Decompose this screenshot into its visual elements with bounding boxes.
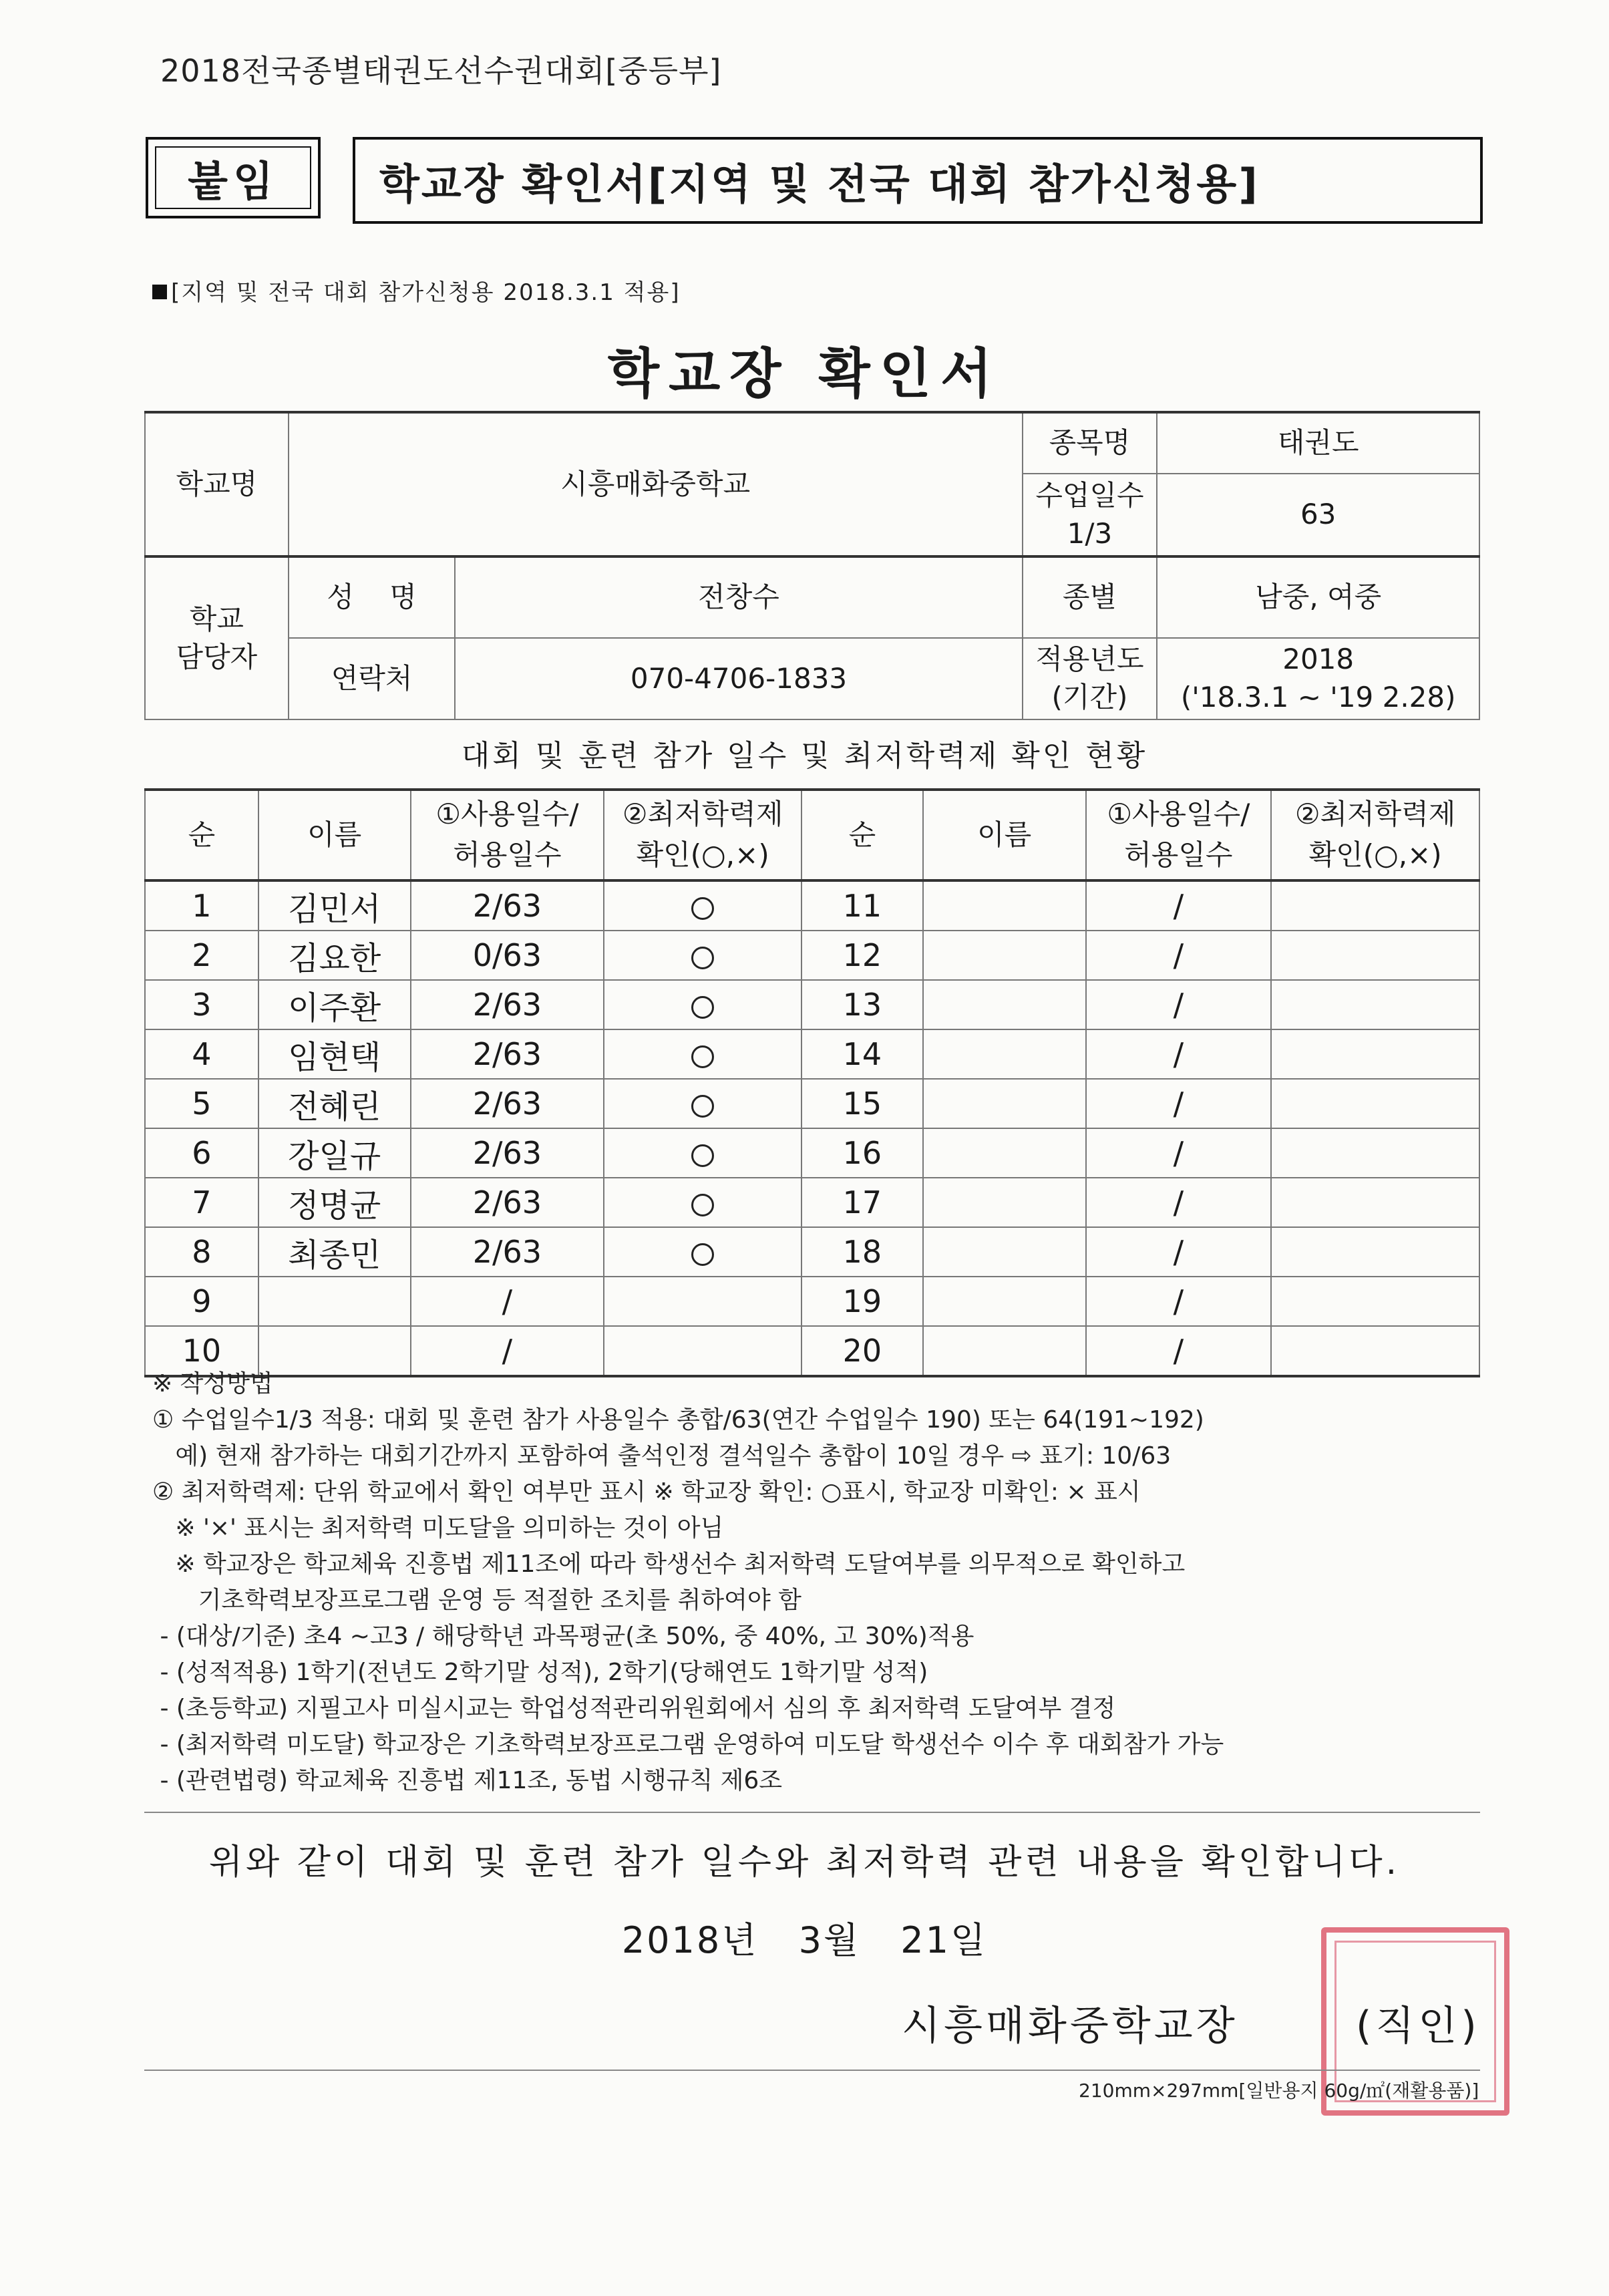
row-days-cell-2: / xyxy=(1086,880,1272,931)
row-check-cell-2 xyxy=(1271,1277,1479,1326)
principal-title: 시흥매화중학교장 xyxy=(902,2003,1238,2049)
row-no-cell: 10 xyxy=(145,1326,258,1376)
confirmed-circle-icon xyxy=(691,1243,714,1266)
row-name-cell-2 xyxy=(923,1178,1086,1227)
table-row xyxy=(145,880,1479,931)
table-row xyxy=(145,1128,1479,1178)
row-name-cell: 전혜린 xyxy=(258,1079,411,1128)
instruction-line: - (최저학력 미도달) 학교장은 기초학력보장프로그램 운영하여 미도달 학생선수 이수 후 대회참가 가능 xyxy=(152,1731,1224,1758)
row-check-cell xyxy=(604,1277,801,1326)
divider-top xyxy=(144,1812,1480,1813)
instruction-line: 기초학력보장프로그램 운영 등 적절한 조치를 취하여야 함 xyxy=(152,1587,801,1614)
row-name-cell xyxy=(258,1277,411,1326)
row-no-cell-2: 11 xyxy=(801,880,923,931)
row-no-cell: 4 xyxy=(145,1029,258,1079)
row-name-cell-2 xyxy=(923,880,1086,931)
table-row xyxy=(145,1029,1479,1079)
writing-instructions xyxy=(152,1366,1488,1799)
contact-value: 070-4706-1833 xyxy=(455,638,1022,719)
instruction-line: ② 최저학력제: 단위 학교에서 확인 여부만 표시 ※ 학교장 확인: ○표시, 학교장 미확인: × 표시 xyxy=(152,1478,1141,1506)
school-name-label: 학교명 xyxy=(145,412,289,556)
row-no-cell: 8 xyxy=(145,1227,258,1277)
row-days-cell: / xyxy=(411,1277,604,1326)
header-days-2: ①사용일수/ 허용일수 xyxy=(1086,790,1272,880)
row-check-cell-2 xyxy=(1271,980,1479,1029)
confirmed-circle-icon xyxy=(691,996,714,1019)
row-check-cell xyxy=(604,980,801,1029)
instruction-line: - (관련법령) 학교체육 진흥법 제11조, 동법 시행규칙 제6조 xyxy=(152,1767,783,1794)
staff-name-label: 성 명 xyxy=(289,556,456,638)
row-no-cell-2: 16 xyxy=(801,1128,923,1178)
header-check-2: ②최저학력제 확인(○,×) xyxy=(1271,790,1479,880)
row-days-cell-2: / xyxy=(1086,1029,1272,1079)
square-bullet-icon xyxy=(152,285,167,299)
row-days-cell-2: / xyxy=(1086,1277,1272,1326)
row-name-cell-2 xyxy=(923,931,1086,980)
row-name-cell: 정명균 xyxy=(258,1178,411,1227)
row-no-cell-2: 20 xyxy=(801,1326,923,1376)
row-no-cell-2: 13 xyxy=(801,980,923,1029)
row-check-cell-2 xyxy=(1271,1029,1479,1079)
row-days-cell-2: / xyxy=(1086,1227,1272,1277)
row-no-cell-2: 14 xyxy=(801,1029,923,1079)
row-no-cell: 9 xyxy=(145,1277,258,1326)
row-no-cell: 5 xyxy=(145,1079,258,1128)
header-days: ①사용일수/ 허용일수 xyxy=(411,790,604,880)
row-days-cell: 0/63 xyxy=(411,931,604,980)
row-check-cell-2 xyxy=(1271,1079,1479,1128)
row-name-cell-2 xyxy=(923,1128,1086,1178)
table-row xyxy=(145,931,1479,980)
row-no-cell: 1 xyxy=(145,880,258,931)
confirmed-circle-icon xyxy=(691,947,714,969)
row-days-cell: 2/63 xyxy=(411,980,604,1029)
row-no-cell-2: 19 xyxy=(801,1277,923,1326)
applicability-note-text: [지역 및 전국 대회 참가신청용 2018.3.1 적용] xyxy=(171,279,681,306)
confirmed-circle-icon xyxy=(691,1194,714,1216)
row-name-cell: 최종민 xyxy=(258,1227,411,1277)
sport-value: 태권도 xyxy=(1157,412,1479,474)
school-days-value: 63 xyxy=(1157,474,1479,556)
row-check-cell-2 xyxy=(1271,1227,1479,1277)
staff-label: 학교 담당자 xyxy=(145,556,289,719)
row-name-cell: 강일규 xyxy=(258,1128,411,1178)
document-title-box: 학교장 확인서[지역 및 전국 대회 참가신청용] xyxy=(353,137,1483,224)
row-check-cell-2 xyxy=(1271,931,1479,980)
row-days-cell: 2/63 xyxy=(411,1029,604,1079)
row-check-cell xyxy=(604,1227,801,1277)
row-days-cell: 2/63 xyxy=(411,880,604,931)
staff-name-value: 전창수 xyxy=(455,556,1022,638)
year-label: 적용년도 (기간) xyxy=(1023,638,1157,719)
row-no-cell: 7 xyxy=(145,1178,258,1227)
page-title: 학교장 확인서 xyxy=(607,343,1002,405)
issue-date: 2018년 3월 21일 xyxy=(621,1919,988,1961)
section-title: 대회 및 훈련 참가 일수 및 최저학력제 확인 현황 xyxy=(461,739,1148,773)
applicability-note xyxy=(152,274,681,307)
sport-label: 종목명 xyxy=(1023,412,1157,474)
row-days-cell-2: / xyxy=(1086,1326,1272,1376)
event-title: 2018전국종별태권도선수권대회[중등부] xyxy=(160,53,722,89)
row-days-cell: / xyxy=(411,1326,604,1376)
paper-spec: 210mm×297mm[일반용지 60g/㎡(재활용품)] xyxy=(1079,2080,1479,2102)
row-name-cell: 김요한 xyxy=(258,931,411,980)
school-name-value: 시흥매화중학교 xyxy=(289,412,1023,556)
header-name: 이름 xyxy=(258,790,411,880)
instruction-line: 예) 현재 참가하는 대회기간까지 포함하여 출석인정 결석일수 총합이 10일 경우 ⇨ 표기: 10/63 xyxy=(152,1442,1172,1470)
instruction-line: ※ 학교장은 학교체육 진흥법 제11조에 따라 학생선수 최저학력 도달여부를 의무적으로 확인하고 xyxy=(152,1550,1186,1578)
attachment-tag: 붙임 xyxy=(146,137,321,218)
header-no: 순 xyxy=(145,790,258,880)
row-name-cell-2 xyxy=(923,1029,1086,1079)
row-days-cell: 2/63 xyxy=(411,1178,604,1227)
row-check-cell-2 xyxy=(1271,880,1479,931)
row-name-cell-2 xyxy=(923,1227,1086,1277)
school-days-label: 수업일수 1/3 xyxy=(1023,474,1157,556)
header-check: ②최저학력제 확인(○,×) xyxy=(604,790,801,880)
instruction-line: ※ 작성방법 xyxy=(152,1370,273,1398)
instruction-line: ※ '×' 표시는 최저학력 미도달을 의미하는 것이 아님 xyxy=(152,1514,724,1542)
year-value: 2018 ('18.3.1 ~ '19 2.28) xyxy=(1157,638,1479,719)
row-name-cell-2 xyxy=(923,1277,1086,1326)
row-no-cell-2: 17 xyxy=(801,1178,923,1227)
instruction-line: - (성적적용) 1학기(전년도 2학기말 성적), 2학기(당해연도 1학기말 성적) xyxy=(152,1659,928,1686)
instruction-line: - (대상/기준) 초4 ~고3 / 해당학년 과목평균(초 50%, 중 40%, 고 30%)적용 xyxy=(152,1623,974,1650)
confirmation-statement: 위와 같이 대회 및 훈련 참가 일수와 최저학력 관련 내용을 확인합니다. xyxy=(208,1842,1401,1882)
table-row xyxy=(145,1178,1479,1227)
table-row xyxy=(145,1079,1479,1128)
row-check-cell xyxy=(604,1029,801,1079)
instruction-line: - (초등학교) 지필고사 미실시교는 학업성적관리위원회에서 심의 후 최저학력 도달여부 결정 xyxy=(152,1695,1116,1722)
instruction-line: ① 수업일수1/3 적용: 대회 및 훈련 참가 사용일수 총합/63(연간 수업일수 190) 또는 64(191~192) xyxy=(152,1406,1204,1434)
row-check-cell-2 xyxy=(1271,1128,1479,1178)
row-no-cell-2: 18 xyxy=(801,1227,923,1277)
row-name-cell: 김민서 xyxy=(258,880,411,931)
confirmed-circle-icon xyxy=(691,1144,714,1167)
row-no-cell: 2 xyxy=(145,931,258,980)
row-no-cell-2: 15 xyxy=(801,1079,923,1128)
seal-label: (직인) xyxy=(1356,2003,1481,2049)
divider-bottom xyxy=(144,2070,1480,2071)
row-no-cell: 6 xyxy=(145,1128,258,1178)
row-days-cell-2: / xyxy=(1086,1128,1272,1178)
row-days-cell-2: / xyxy=(1086,1178,1272,1227)
row-days-cell: 2/63 xyxy=(411,1227,604,1277)
confirmed-circle-icon xyxy=(691,1045,714,1068)
row-check-cell xyxy=(604,931,801,980)
row-check-cell-2 xyxy=(1271,1178,1479,1227)
division-value: 남중, 여중 xyxy=(1157,556,1479,638)
row-no-cell: 3 xyxy=(145,980,258,1029)
table-row xyxy=(145,980,1479,1029)
table-row xyxy=(145,1227,1479,1277)
row-no-cell-2: 12 xyxy=(801,931,923,980)
header-name-2: 이름 xyxy=(923,790,1086,880)
school-info-table xyxy=(144,411,1480,720)
contact-label: 연락처 xyxy=(289,638,456,719)
row-name-cell-2 xyxy=(923,980,1086,1029)
row-days-cell-2: / xyxy=(1086,1079,1272,1128)
row-name-cell-2 xyxy=(923,1079,1086,1128)
participation-table xyxy=(144,788,1480,1377)
row-check-cell xyxy=(604,880,801,931)
row-name-cell: 이주환 xyxy=(258,980,411,1029)
header-no-2: 순 xyxy=(801,790,923,880)
row-check-cell xyxy=(604,1128,801,1178)
division-label: 종별 xyxy=(1023,556,1157,638)
row-days-cell: 2/63 xyxy=(411,1079,604,1128)
row-days-cell-2: / xyxy=(1086,931,1272,980)
row-days-cell-2: / xyxy=(1086,980,1272,1029)
table-row xyxy=(145,1277,1479,1326)
confirmed-circle-icon xyxy=(691,1095,714,1118)
row-name-cell: 임현택 xyxy=(258,1029,411,1079)
row-check-cell xyxy=(604,1079,801,1128)
row-check-cell xyxy=(604,1178,801,1227)
row-days-cell: 2/63 xyxy=(411,1128,604,1178)
table-header-row xyxy=(145,790,1479,880)
confirmed-circle-icon xyxy=(691,897,714,920)
